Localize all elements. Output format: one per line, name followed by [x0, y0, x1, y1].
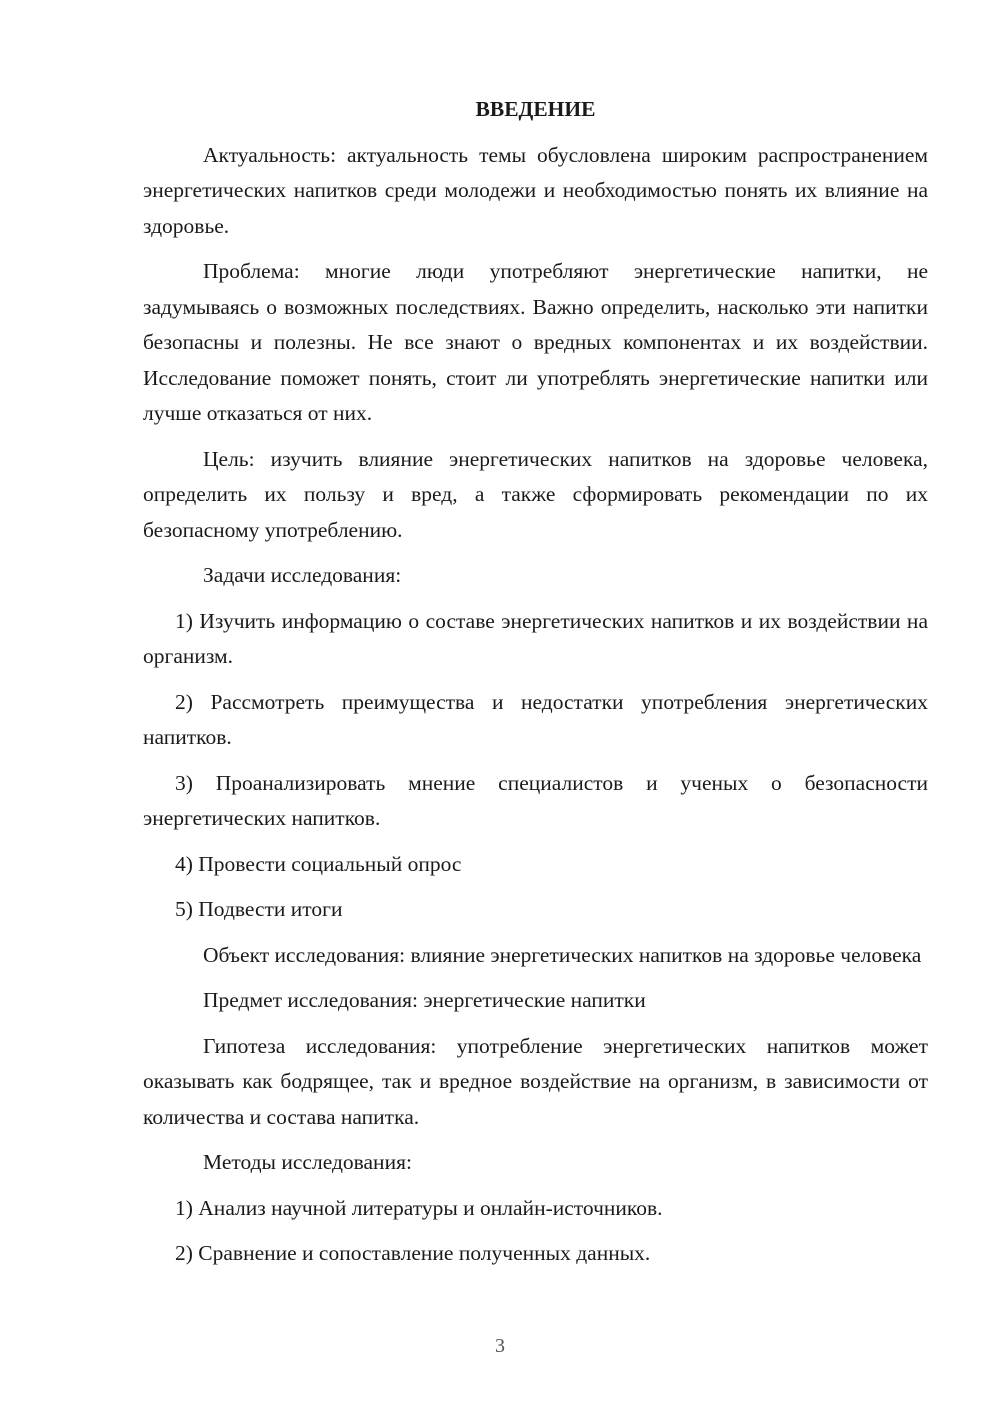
task-item-2: 2) Рассмотреть преимущества и недостатки употребления энергетических напитков. — [143, 689, 928, 749]
task-item-5: 5) Подвести итоги — [175, 897, 343, 921]
document-page — [143, 92, 928, 1282]
goal-paragraph: Цель: изучить влияние энергетических напитков на здоровье человека, определить их пользу и вред, а также сформировать рекомендации по их безопасному употреблению. — [143, 446, 928, 542]
method-item-2: 2) Сравнение и сопоставление полученных данных. — [175, 1241, 651, 1265]
method-item-1: 1) Анализ научной литературы и онлайн-источников. — [175, 1195, 663, 1220]
hypothesis-paragraph: Гипотеза исследования: употребление энергетических напитков может оказывать как бодрящее, так и вредное воздействие на организм, в зависимости от количества и состава напитка. — [143, 1033, 928, 1129]
problem-paragraph: Проблема: многие люди употребляют энергетические напитки, не задумываясь о возможных последствиях. Важно определить, насколько эти напитки безопасны и полезны. Не все знают о вредных компонентах и их воздействии. Исследование поможет понять, стоит ли употреблять энергетические напитки или лучше отказаться от них. — [143, 259, 928, 425]
object-paragraph: Объект исследования: влияние энергетических напитков на здоровье человека — [203, 942, 922, 967]
task-item-1: 1) Изучить информацию о составе энергетических напитков и их воздействии на организм. — [143, 608, 928, 668]
tasks-heading: Задачи исследования: — [203, 563, 402, 587]
page-number: 3 — [495, 1335, 505, 1357]
task-item-4: 4) Провести социальный опрос — [175, 851, 462, 876]
section-heading: ВВЕДЕНИЕ — [475, 97, 596, 121]
relevance-paragraph: Актуальность: актуальность темы обусловлена широким распространением энергетических напитков среди молодежи и необходимостью понять их влияние на здоровье. — [143, 142, 928, 238]
methods-heading: Методы исследования: — [203, 1150, 412, 1174]
subject-paragraph: Предмет исследования: энергетические напитки — [203, 988, 646, 1012]
task-item-3: 3) Проанализировать мнение специалистов и ученых о безопасности энергетических напитков. — [143, 770, 928, 830]
